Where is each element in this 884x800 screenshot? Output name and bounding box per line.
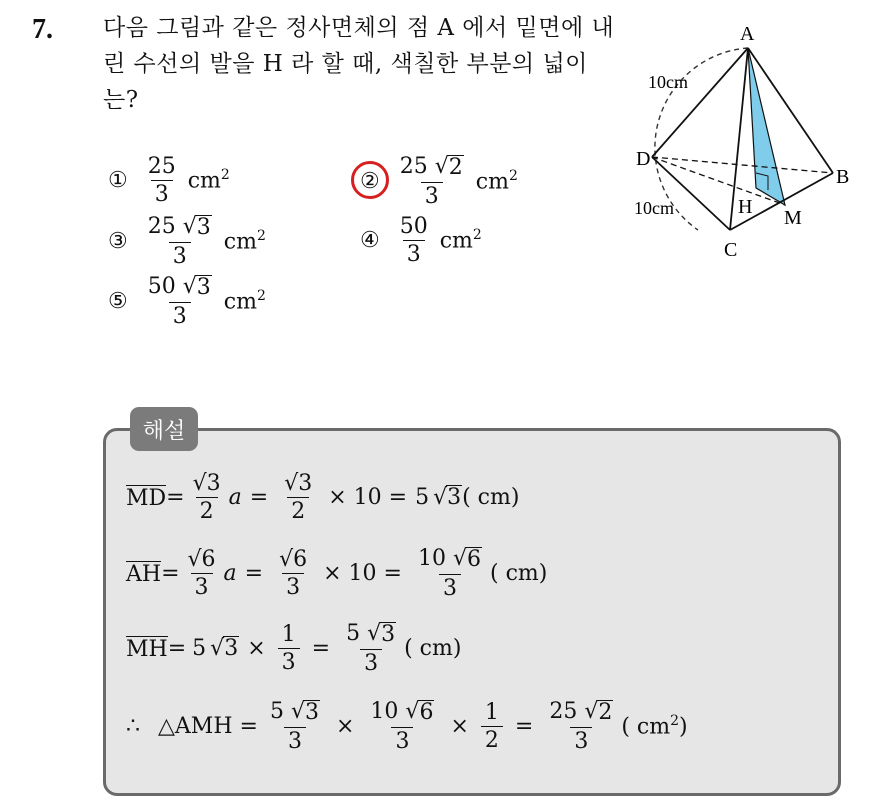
choice-2-denominator: 3	[421, 182, 443, 208]
times: ×	[247, 636, 266, 662]
choice-1[interactable]	[108, 155, 230, 206]
unit: ( $cm^2$)	[621, 713, 688, 740]
choice-3-label: ③	[108, 229, 128, 255]
equals: =	[514, 714, 534, 740]
choice-4-fraction	[396, 215, 432, 266]
choice-1-numerator: 25	[147, 154, 176, 179]
label-d: D	[636, 148, 651, 170]
label-h: H	[738, 196, 753, 218]
edge-db-hidden	[652, 157, 833, 173]
label-c: C	[724, 239, 738, 261]
equals: =	[311, 636, 331, 662]
choice-5-label: ⑤	[108, 289, 128, 315]
choice-1-unit: $cm^2$	[187, 167, 230, 194]
shaded-triangle-amh	[748, 48, 785, 205]
edge-label-top: 10cm	[648, 72, 688, 92]
fraction: $\frac{√6}{3}$	[187, 547, 216, 601]
question-number: 7.	[32, 14, 53, 45]
question-text: 다음 그림과 같은 정사면체의 점 A 에서 밑면에 내린 수선의 발을 H 라 할 때, 색칠한 부분의 넓이는?	[103, 15, 615, 113]
fraction: $\frac{√6}{3}$	[279, 547, 308, 601]
choice-4[interactable]	[360, 215, 482, 266]
result-coef: 5	[415, 485, 430, 511]
choice-2-numerator: 25 √ 2	[399, 154, 463, 180]
unit: ( cm)	[404, 636, 462, 662]
choice-3-unit: $cm^2$	[223, 228, 266, 255]
variable-a: a	[228, 485, 242, 511]
choice-5-numerator: 50 √ 3	[147, 274, 211, 300]
edge-dc	[652, 157, 730, 230]
choice-5-fraction	[144, 275, 216, 328]
choice-2-label: ②	[360, 169, 380, 194]
label-b: B	[836, 166, 850, 188]
result-fraction: 5 √ 3 3	[346, 621, 396, 677]
coef: 5	[192, 636, 207, 662]
times-ten: × 10 =	[328, 485, 408, 511]
times-ten: × 10 =	[323, 561, 402, 587]
result-fraction: 25 √ 2 3	[549, 699, 613, 755]
choice-2-unit: $cm^2$	[475, 168, 518, 195]
equals: =	[167, 636, 187, 662]
equals: =	[249, 485, 269, 511]
choice-4-label: ④	[360, 228, 380, 254]
tetrahedron-figure	[628, 20, 868, 270]
times: ×	[450, 714, 469, 740]
segment-ah: AH	[126, 562, 162, 588]
label-a: A	[740, 23, 755, 45]
fraction-a: 5 √ 3 3	[269, 699, 319, 755]
therefore-symbol: ∴	[126, 714, 140, 740]
edge-label-bottom: 10cm	[634, 198, 674, 218]
choice-4-denominator: 3	[403, 240, 425, 266]
variable-a: a	[223, 561, 237, 587]
choice-3-denominator: 3	[169, 242, 191, 268]
equals: =	[161, 561, 180, 587]
choice-2-fraction	[396, 155, 468, 208]
equals: =	[166, 485, 185, 511]
choice-5[interactable]	[108, 275, 266, 328]
choice-1-denominator: 3	[151, 180, 173, 206]
fraction: $\frac{1}{3}$	[278, 623, 300, 674]
choice-5-unit: $cm^2$	[223, 288, 266, 315]
solution-line-4	[126, 700, 688, 753]
fraction-b: 10 √ 6 3	[370, 699, 434, 755]
result-root: √ 3	[433, 485, 462, 510]
fraction-c: $\frac{1}{2}$	[481, 701, 503, 752]
segment-mh: MH	[126, 637, 168, 663]
choice-3-fraction	[144, 215, 216, 268]
choice-5-denominator: 3	[169, 302, 191, 328]
unit: ( cm)	[490, 561, 548, 587]
triangle-amh: △AMH =	[158, 714, 258, 740]
equals: =	[244, 561, 264, 587]
choice-1-fraction	[144, 155, 180, 206]
result-fraction: 10 √ 6 3	[417, 546, 481, 602]
times: ×	[335, 714, 355, 740]
unit: ( cm)	[462, 485, 520, 511]
choice-4-numerator: 50	[399, 214, 428, 239]
fraction: $\frac{√3}{2}$	[284, 471, 313, 525]
segment-md: MD	[126, 486, 167, 512]
label-m: M	[784, 207, 802, 229]
choice-3[interactable]	[108, 215, 266, 268]
root: √ 3	[210, 636, 239, 662]
choice-3-numerator: 25 √ 3	[147, 214, 211, 240]
choice-2[interactable]	[360, 155, 518, 208]
solution-line-1	[126, 472, 519, 523]
answer-circle-mark	[351, 161, 389, 199]
choice-4-unit: $cm^2$	[439, 227, 482, 254]
solution-line-3	[126, 622, 461, 675]
fraction: $\frac{√3}{2}$	[192, 471, 221, 525]
solution-tag: 해설	[130, 407, 198, 451]
solution-line-2	[126, 547, 547, 600]
choice-1-label: ①	[108, 168, 128, 194]
